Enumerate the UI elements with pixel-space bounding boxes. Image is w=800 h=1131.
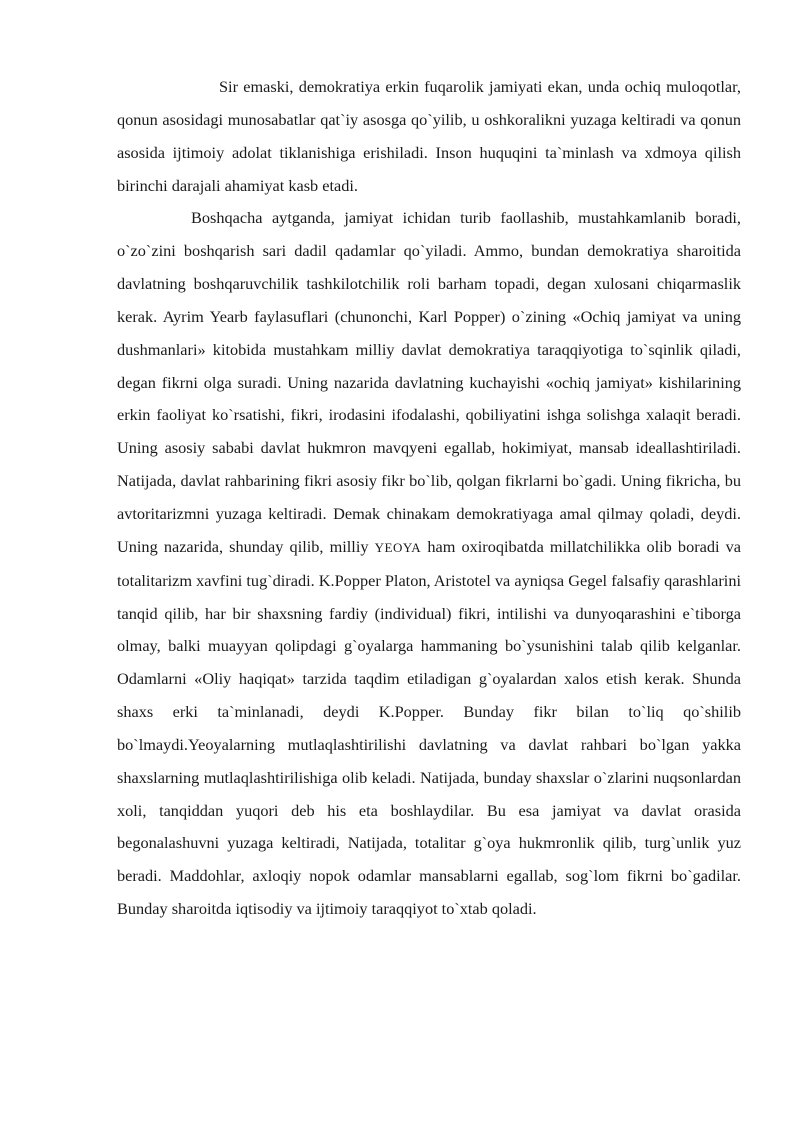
paragraph-2-part-2: ham oxiroqibatda millatchilikka olib boradi va totalitarizm xavfini tug`diradi. K.Popper Platon, Aristotel va ayniqsa Gegel falsafiy qarashlarini tanqid qilib, har bir shaxsning fardiy (individual) fikri, intilishi va dunyoqarashini e`tiborga olmay, balki muayyan qolipdagi g`oyalarga hammaning bo`ysunishini talab qilib kelganlar. Odamlarni «Oliy haqiqat» tarzida taqdim etiladigan g`oyalardan xalos etish kerak. Shunda shaxs erki ta`minlanadi, deydi K.Popper. Bunday fikr bilan to`liq qo`shilib bo`lmaydi.Yeoyalarning mutlaqlashtirilishi davlatning va davlat rahbari bo`lgan yakka shaxslarning mutlaqlashtirilishiga olib keladi. Natijada, bunday shaxslar o`zlarini nuqsonlardan xoli, tanqiddan yuqori deb his eta boshlaydilar. Bu esa jamiyat va davlat orasida begonalashuvni yuzaga keltiradi, Natijada, totalitar g`oya hukmronlik qilib, turg`unlik yuz beradi. Maddohlar, axloqiy nopok odamlar mansablarni egallab, sog`lom fikrni bo`gadilar. Bunday sharoitda iqtisodiy va ijtimoiy taraqqiyot to`xtab qoladi. bbox=[117, 536, 742, 919]
abbreviation-yeoya: YEOYA bbox=[374, 539, 422, 555]
paragraph-1: Sir emaski, demokratiya erkin fuqarolik jamiyati ekan, unda ochiq muloqotlar, qonun asosidagi munosabatlar qat`iy asosga qo`yilib, u oshkoralikni yuzaga keltiradi va qonun asosida ijtimoiy adolat tiklanishiga erishiladi. Inson huquqini ta`minlash va xdmoya qilish birinchi darajali ahamiyat kasb etadi. bbox=[117, 77, 741, 195]
paragraph-2-part-1: Boshqacha aytganda, jamiyat ichidan turib faollashib, mustahkamlanib boradi, o`zo`zini boshqarish sari dadil qadamlar qo`yiladi. Ammo, bundan demokratiya sharoitida davlatning boshqaruvchilik tashkilotchilik roli barham topadi, degan xulosani chiqarmaslik kerak. Ayrim Yearb faylasuflari (chunonchi, Karl Popper) o`zining «Ochiq jamiyat va uning dushmanlari» kitobida mustahkam milliy davlat demokratiya taraqqiyotiga to`sqinlik qiladi, degan fikrni olga suradi. Uning nazarida davlatning kuchayishi «ochiq jamiyat» kishilarining erkin faoliyat ko`rsatishi, fikri, irodasini ifodalashi, qobiliyatini ishga solishga xalaqit beradi. Uning asosiy sababi davlat hukmron mavqyeni egallab, hokimiyat, mansab ideallashtiriladi. Natijada, davlat rahbarining fikri asosiy fikr bo`lib, qolgan fikrlarni bo`gadi. Uning fikricha, bu avtoritarizmni yuzaga keltiradi. Demak chinakam demokratiyaga amal qilmay qoladi, deydi. Uning nazarida, shunday qilib, milliy bbox=[117, 208, 741, 556]
document-body bbox=[117, 71, 741, 926]
paragraph-2 bbox=[117, 202, 741, 926]
